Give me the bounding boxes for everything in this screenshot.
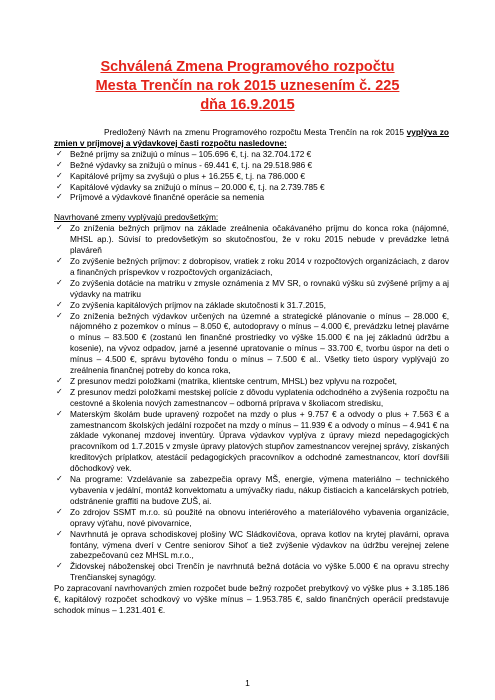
summary-item-text: Bežné príjmy sa znižujú o mínus – 105.696 €, t.j. na 32.704.172 €	[70, 148, 312, 159]
measure-item-text: Zo zvýšenia kapitálových príjmov na základe skutočnosti k 31.7.2015,	[70, 299, 326, 310]
check-icon: ✓	[56, 408, 63, 418]
closing-paragraph: Po zapracovaní navrhovaných zmien rozpočet bude bežný rozpočet prebytkový vo výške plus + 3.185.186 €, kapitálový rozpočet schodkový vo výške mínus – 1.953.785 €, saldo finančných operácií predstavuje schodok mínus – 1.231.401 €.	[54, 583, 449, 615]
summary-item-text: Kapitálové výdavky sa znižujú o mínus – 20.000 €, t.j. na 2.739.785 €	[70, 181, 325, 192]
measure-item-text: Materským školám bude upravený rozpočet na mzdy o plus + 9.757 € a odvody o plus + 7.563 € a zamestnancom školských jedální rozpočet na mzdy o mínus – 11.939 € a odvody o mínus – 4.941 € na základe vykonanej mzdovej inventúry. Úprava výdavkov vyplýva z úpravy miezd nepedagogických pracovníkom od 1.7.2015 v zmysle úpravy platových stupňov zamestnancov verejnej správy, získaných kreditových príplatkov, atestácií pedagogických pracovníkov a odchodné zamestnancov, ktorí dovŕšili dôchodkový vek.	[70, 408, 449, 474]
check-icon: ✓	[56, 170, 63, 180]
measure-item	[54, 561, 449, 583]
measure-item-text: Židovskej náboženskej obci Trenčín je navrhnutá bežná dotácia vo výške 5.000 € na opravu strechy Trenčianskej synagógy.	[70, 561, 449, 583]
measure-item	[54, 529, 449, 562]
summary-item	[54, 171, 449, 182]
measure-item	[54, 409, 449, 474]
measure-item	[54, 507, 449, 529]
measure-item-text: Navrhnutá je oprava schodiskovej plošiny WC Sládkovičova, oprava kotlov na krytej plavárni, oprava fontány, výmena dverí v Centre seniorov Sihoť a tiež zvýšenie výdavkov na údržbu verejnej zelene zabezpečovanú cez MHSL m.r.o.,	[70, 528, 449, 561]
check-icon: ✓	[56, 386, 63, 396]
measure-item	[54, 256, 449, 278]
measure-item	[54, 387, 449, 409]
check-icon: ✓	[56, 159, 63, 169]
measure-item	[54, 223, 449, 256]
summary-list	[54, 149, 449, 204]
measure-item	[54, 300, 449, 311]
measure-item-text: Zo zníženia bežných príjmov na základe zreálnenia očakávaného príjmu do konca roka (nájomné, MHSL ap.). Súvisí to predovšetkým so skutočnosťou, že v roku 2015 nebude v prevádzke letná plaváreň	[70, 223, 449, 256]
page-number: 1	[245, 678, 250, 688]
check-icon: ✓	[56, 375, 63, 385]
measures-heading: Navrhované zmeny vyplývajú predovšetkým:	[54, 212, 219, 223]
measure-item	[54, 311, 449, 376]
check-icon: ✓	[56, 192, 63, 202]
measure-item-text: Z presunov medzi položkami mestskej polície z dôvodu vyplatenia odchodného a zvýšenia rozpočtu na cestovné a školenia nových zamestnancov – odborná príprava v školiacom stredisku,	[70, 386, 449, 408]
measure-item-text: Zo zníženia bežných výdavkov určených na územné a strategické plánovanie o mínus – 28.000 €, nájomného z pozemkov o mínus – 8.050 €, autodopravy o mínus – 4.000 €, prevádzku letnej plavárne o mínus – 83.500 € (zostanú len finančné prostriedky vo výške 15.000 € na jej základnú údržbu a kosenie), na vývoz odpadov, jarné a jesenné upratovanie o mínus – 33.700 €, tvorbu úspor na deti o mínus – 4.500 €, správu bytového fondu o mínus – 7.500 € al.. Všetky tieto úspory vyplývajú zo zreálnenia finančnej potreby do konca roka,	[70, 310, 449, 376]
check-icon: ✓	[56, 528, 63, 538]
measure-item-text: Zo zdrojov SSMT m.r.o. sú použité na obnovu interiérového a materiálového vybavenia organizácie, opravy výťahu, nové pivovarnice,	[70, 506, 449, 528]
intro-text: Predložený Návrh na zmenu Programového rozpočtu Mesta Trenčín na rok 2015	[104, 127, 407, 137]
document-body	[54, 127, 449, 616]
summary-item	[54, 182, 449, 193]
measure-item-text: Zo zvýšenia dotácie na matriku v zmysle oznámenia z MV SR, o rovnakú výšku sú zvýšené príjmy a aj výdavky na matriku	[70, 277, 449, 299]
summary-item	[54, 192, 449, 203]
intro-paragraph	[54, 127, 449, 149]
summary-item	[54, 160, 449, 171]
check-icon: ✓	[56, 255, 63, 265]
measure-item	[54, 278, 449, 300]
check-icon: ✓	[56, 148, 63, 158]
title-line-2: Mesta Trenčín na rok 2015 uznesením č. 225	[95, 78, 400, 94]
summary-item-text: Kapitálové príjmy sa zvyšujú o plus + 16.255 €, t.j. na 786.000 €	[70, 170, 305, 181]
measure-item-text: Na programe: Vzdelávanie sa zabezpečia opravy MŠ, energie, výmena materiálno – technického vybavenia v jedální, montáž konvektomatu a umývačky riadu, nákup čistiacich a kancelárskych potrieb, odstránenie graffiti na budove ZUŠ, ai.	[70, 474, 449, 506]
check-icon: ✓	[56, 506, 63, 516]
measures-list	[54, 223, 449, 583]
summary-item	[54, 149, 449, 160]
title-line-3: dňa 16.9.2015	[200, 97, 295, 113]
summary-item-text: Bežné výdavky sa znižujú o mínus - 69.441 €, t.j. na 29.518.986 €	[70, 159, 313, 170]
measure-item-text: Zo zvýšenie bežných príjmov: z dobropisov, vratiek z roku 2014 v rozpočtových organizáciach, z darov a finančných príspevkov v rozpočtových organizáciach,	[70, 255, 449, 277]
check-icon: ✓	[56, 277, 63, 287]
measure-item	[54, 376, 449, 387]
check-icon: ✓	[56, 474, 63, 484]
check-icon: ✓	[56, 561, 63, 571]
check-icon: ✓	[56, 299, 63, 309]
measure-item-text: Z presunov medzi položkami (matrika, klientske centrum, MHSL) bez vplyvu na rozpočet,	[70, 375, 397, 386]
check-icon: ✓	[56, 181, 63, 191]
check-icon: ✓	[56, 223, 63, 233]
check-icon: ✓	[56, 310, 63, 320]
measure-item	[54, 474, 449, 507]
summary-item-text: Príjmové a výdavkové finančné operácie sa nemenia	[70, 192, 265, 203]
title-line-1: Schválená Zmena Programového rozpočtu	[100, 59, 395, 75]
intro-emphasis: vyplýva zo zmien v príjmovej a výdavkovej časti rozpočtu nasledovne:	[54, 127, 449, 148]
